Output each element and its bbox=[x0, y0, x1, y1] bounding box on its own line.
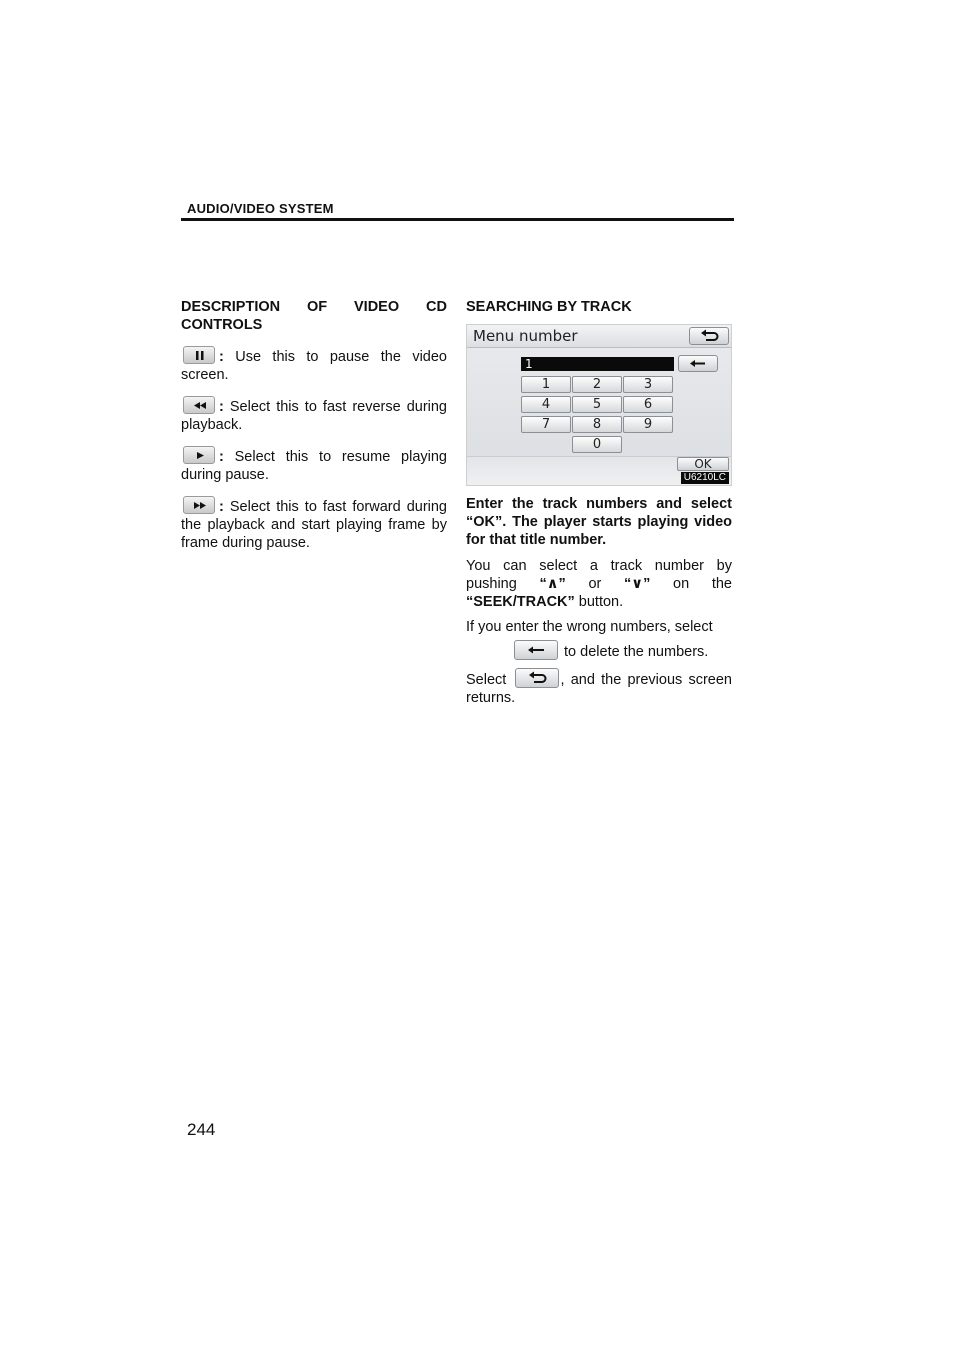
return-note: Select , and the previous screen returns. bbox=[466, 668, 732, 707]
seek-track-note: You can select a track number by pushing “∧” or “∨” on the “SEEK/TRACK” button. bbox=[466, 558, 732, 610]
figure-code: U6210LC bbox=[681, 472, 729, 484]
pause-description: : Use this to pause the video screen. bbox=[181, 346, 447, 384]
key-8[interactable]: 8 bbox=[572, 416, 622, 433]
fast-forward-description: : Select this to fast forward during the playback and start playing frame by frame during pause. bbox=[181, 496, 447, 552]
fast-reverse-description: : Select this to fast reverse during playback. bbox=[181, 396, 447, 434]
return-icon bbox=[690, 328, 728, 344]
header-rule bbox=[181, 218, 734, 221]
return-button-inline bbox=[515, 668, 559, 688]
return-icon bbox=[516, 669, 558, 687]
key-0[interactable]: 0 bbox=[572, 436, 622, 453]
menu-number-screen bbox=[466, 324, 732, 486]
section-header: AUDIO/VIDEO SYSTEM bbox=[187, 201, 334, 216]
key-7[interactable]: 7 bbox=[521, 416, 571, 433]
backspace-arrow-icon bbox=[679, 356, 717, 371]
controls-heading: DESCRIPTION OF VIDEO CD CONTROLS bbox=[181, 299, 447, 333]
number-entry-field[interactable]: 1 bbox=[521, 357, 674, 371]
play-icon bbox=[183, 446, 215, 464]
key-9[interactable]: 9 bbox=[623, 416, 673, 433]
instruction-text: Enter the track numbers and select “OK”. The player starts playing video for that title number. bbox=[466, 496, 732, 548]
key-3[interactable]: 3 bbox=[623, 376, 673, 393]
fast-reverse-icon bbox=[183, 396, 215, 414]
delete-note: If you enter the wrong numbers, select to delete the numbers. bbox=[466, 619, 713, 660]
track-search-heading: SEARCHING BY TRACK bbox=[466, 299, 632, 315]
key-6[interactable]: 6 bbox=[623, 396, 673, 413]
key-5[interactable]: 5 bbox=[572, 396, 622, 413]
delete-button-inline bbox=[514, 640, 558, 660]
play-description: : Select this to resume playing during pause. bbox=[181, 446, 447, 484]
right-column bbox=[466, 298, 732, 707]
key-1[interactable]: 1 bbox=[521, 376, 571, 393]
left-column bbox=[181, 298, 447, 552]
ok-button[interactable]: OK bbox=[677, 457, 729, 471]
fast-forward-icon bbox=[183, 496, 215, 514]
key-4[interactable]: 4 bbox=[521, 396, 571, 413]
backspace-arrow-icon bbox=[515, 641, 557, 659]
return-button[interactable] bbox=[689, 327, 729, 345]
page-number: 244 bbox=[187, 1120, 216, 1139]
delete-button[interactable] bbox=[678, 355, 718, 372]
pause-icon bbox=[183, 346, 215, 364]
screen-title: Menu number bbox=[473, 327, 578, 345]
key-2[interactable]: 2 bbox=[572, 376, 622, 393]
